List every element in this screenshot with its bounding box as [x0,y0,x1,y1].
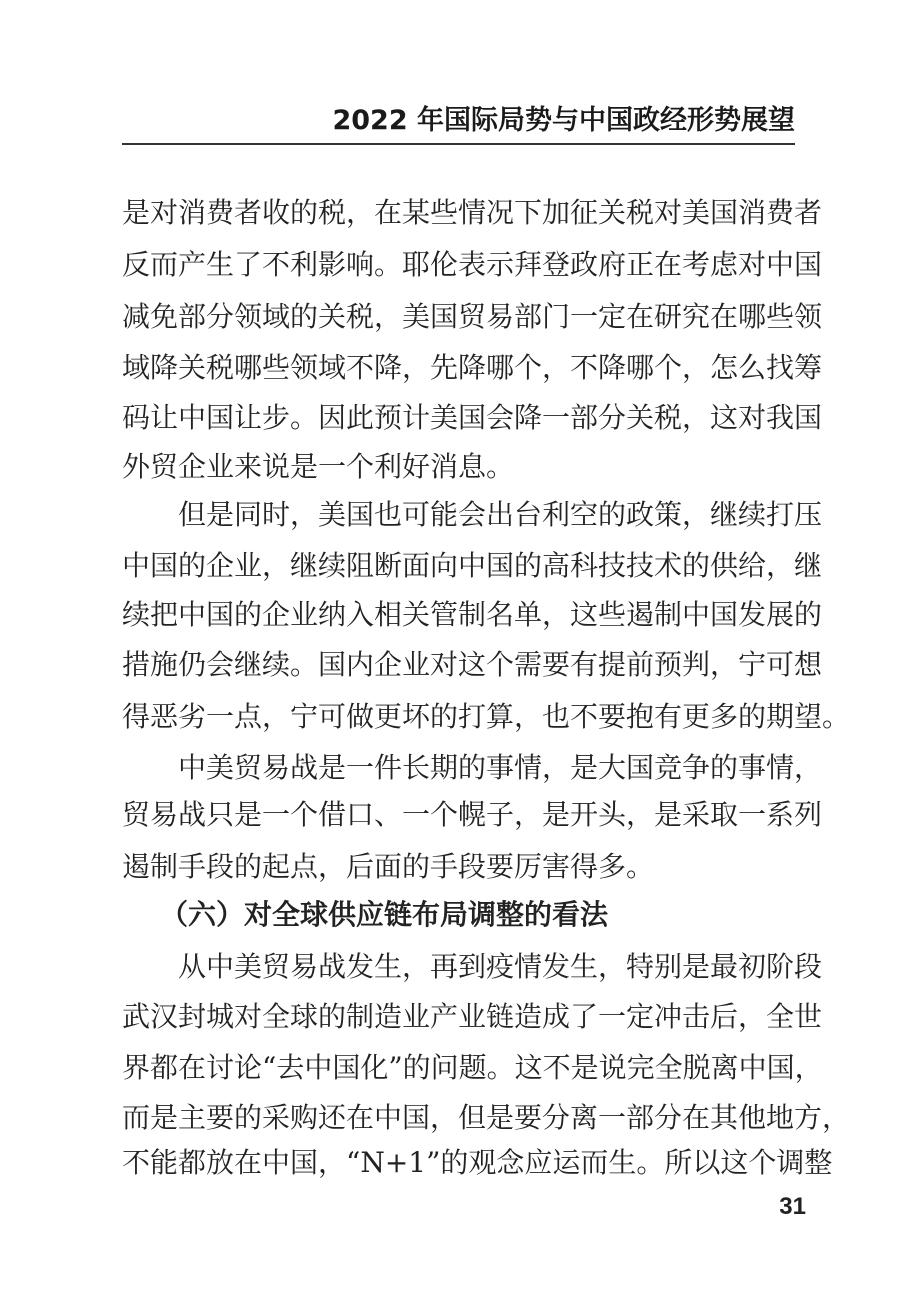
text-line: 遏制手段的起点，后面的手段要厉害得多。 [122,850,655,883]
text-line: 从中美贸易战发生，再到疫情发生，特别是最初阶段 [178,950,823,983]
text-line: 续把中国的企业纳入相关管制名单，这些遏制中国发展的 [122,598,823,631]
text-line: 贸易战只是一个借口、一个幌子，是开头，是采取一系列 [122,798,823,831]
text-line: 是对消费者收的税，在某些情况下加征关税对美国消费者 [122,196,823,229]
text-line: 外贸企业来说是一个利好消息。 [122,450,515,483]
section-heading: （六）对全球供应链布局调整的看法 [160,898,609,931]
page-number: 31 [779,1193,806,1220]
text-line: 而是主要的采购还在中国，但是要分离一部分在其他地方， [122,1101,851,1134]
text-line: 措施仍会继续。国内企业对这个需要有提前预判，宁可想 [122,648,823,681]
text-line: 域降关税哪些领域不降，先降哪个，不降哪个，怎么找筹 [122,351,823,384]
text-line: 减免部分领域的关税，美国贸易部门一定在研究在哪些领 [122,300,823,333]
text-line: 码让中国让步。因此预计美国会降一部分关税，这对我国 [122,401,823,434]
text-line: 不能都放在中国，“N+1”的观念应运而生。所以这个调整 [122,1146,833,1179]
header-rule [122,143,795,145]
text-line: 中国的企业，继续阻断面向中国的高科技技术的供给，继 [122,549,823,582]
text-line: 反而产生了不利影响。耶伦表示拜登政府正在考虑对中国 [122,248,823,281]
running-header: 2022 年国际局势与中国政经形势展望 [332,105,795,136]
text-line: 界都在讨论“去中国化”的问题。这不是说完全脱离中国， [122,1051,823,1084]
text-line: 但是同时，美国也可能会出台利空的政策，继续打压 [178,498,823,531]
text-line: 武汉封城对全球的制造业产业链造成了一定冲击后，全世 [122,1000,823,1033]
text-line: 得恶劣一点，宁可做更坏的打算，也不要抱有更多的期望。 [122,700,851,733]
text-line: 中美贸易战是一件长期的事情，是大国竞争的事情， [178,751,823,784]
